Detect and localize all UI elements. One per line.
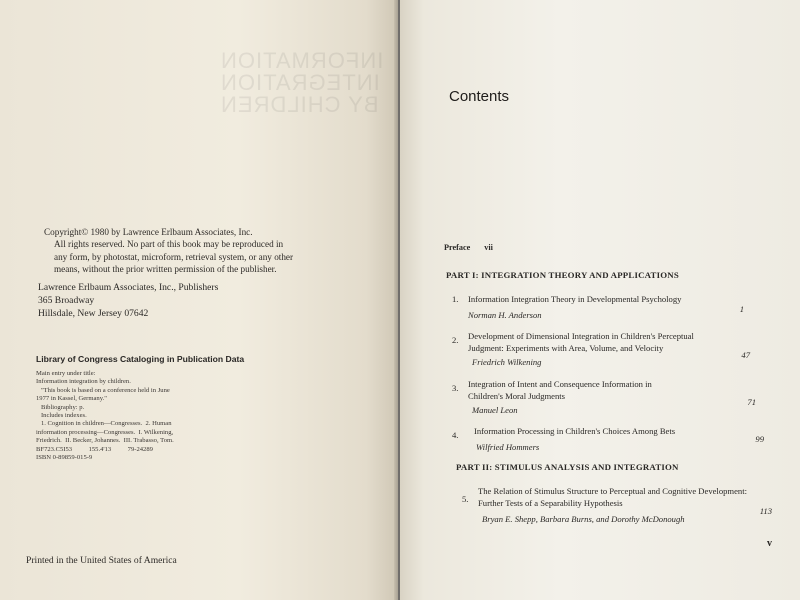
publisher-line: Lawrence Erlbaum Associates, Inc., Publishers [38, 282, 219, 293]
copyright-line: All rights reserved. No part of this book may be reproduced in [54, 239, 284, 250]
publisher-line: 365 Broadway [38, 295, 95, 306]
show-through-ghost-text: INFORMATION INTEGRATION BY CHILDREN [220, 48, 384, 117]
copyright-line: means, without the prior written permission of the publisher. [54, 264, 277, 275]
copyright-line: Copyright© 1980 by Lawrence Erlbaum Associates, Inc. [44, 227, 253, 237]
preface-entry [444, 243, 493, 252]
preface-label: Preface [444, 243, 471, 252]
cip-line: Bibliography: p. [36, 403, 85, 411]
entry-number: 3. [452, 383, 459, 393]
copyright-notice [44, 226, 344, 276]
cip-line: Friedrich. II. Becker, Johannes. III. Trabasso, Tom. [36, 437, 174, 445]
entry-author: Norman H. Anderson [468, 310, 542, 320]
left-page [0, 0, 398, 600]
entry-page: 1 [739, 304, 744, 314]
toc-entry [452, 293, 782, 323]
toc-entry [462, 485, 772, 530]
preface-page: vii [484, 243, 493, 252]
entry-page: 113 [759, 506, 772, 516]
cip-line: Information integration by children. [36, 378, 131, 386]
copyright-line: any form, by photostat, microform, retrieval system, or any other [54, 251, 294, 262]
entry-number: 5. [462, 494, 469, 504]
cip-lines [36, 370, 336, 462]
cip-line: "This book is based on a conference held in June [36, 386, 170, 394]
entry-number: 4. [452, 430, 459, 440]
entry-number: 2. [452, 335, 459, 345]
toc-entry [452, 378, 782, 418]
toc-entry [452, 425, 782, 455]
entry-author: Manuel Leon [472, 405, 518, 415]
cip-line: information processing—Congresses. I. Wilkening, [36, 428, 174, 436]
entry-title: Information Processing in Children's Choices Among Bets [474, 426, 676, 436]
cip-line: 1977 in Kassel, Germany." [36, 395, 107, 403]
entry-title: Information Integration Theory in Developmental Psychology [468, 294, 682, 304]
part-heading: PART II: STIMULUS ANALYSIS AND INTEGRATION [456, 462, 679, 472]
cip-block [36, 354, 336, 462]
entry-page: 71 [747, 397, 756, 407]
entry-title: The Relation of Stimulus Structure to Perceptual and Cognitive Development: Further Tests of a Separability Hypothesis [478, 486, 747, 508]
cip-title: Library of Congress Cataloging in Publication Data [36, 354, 245, 364]
entry-author: Bryan E. Shepp, Barbara Burns, and Dorothy McDonough [482, 514, 685, 524]
printed-in-notice: Printed in the United States of America [26, 555, 177, 566]
entry-title: Integration of Intent and Consequence Information in Children's Moral Judgments [468, 379, 652, 401]
page-folio: v [767, 538, 772, 549]
toc-entry [452, 330, 782, 370]
entry-page: 99 [755, 434, 764, 444]
entry-title: Development of Dimensional Integration in Children's Perceptual Judgment: Experiments with Area, Volume, and Velocity [468, 331, 694, 353]
publisher-address [38, 281, 218, 320]
contents-title: Contents [449, 88, 510, 105]
publisher-line: Hillsdale, New Jersey 07642 [38, 308, 149, 319]
entry-author: Friedrich Wilkening [472, 357, 542, 367]
part-heading: PART I: INTEGRATION THEORY AND APPLICATIONS [446, 270, 679, 280]
cip-line: ISBN 0-89859-015-9 [36, 454, 93, 462]
cip-line: Main entry under title: [36, 370, 96, 377]
cip-line: BF723.C5I53 155.4'13 79-24289 [36, 445, 153, 453]
entry-number: 1. [452, 294, 459, 304]
entry-page: 47 [741, 350, 750, 360]
cip-line: 1. Cognition in children—Congresses. 2. Human [36, 420, 172, 428]
entry-author: Wilfried Hommers [476, 442, 540, 452]
cip-line: Includes indexes. [36, 412, 87, 420]
